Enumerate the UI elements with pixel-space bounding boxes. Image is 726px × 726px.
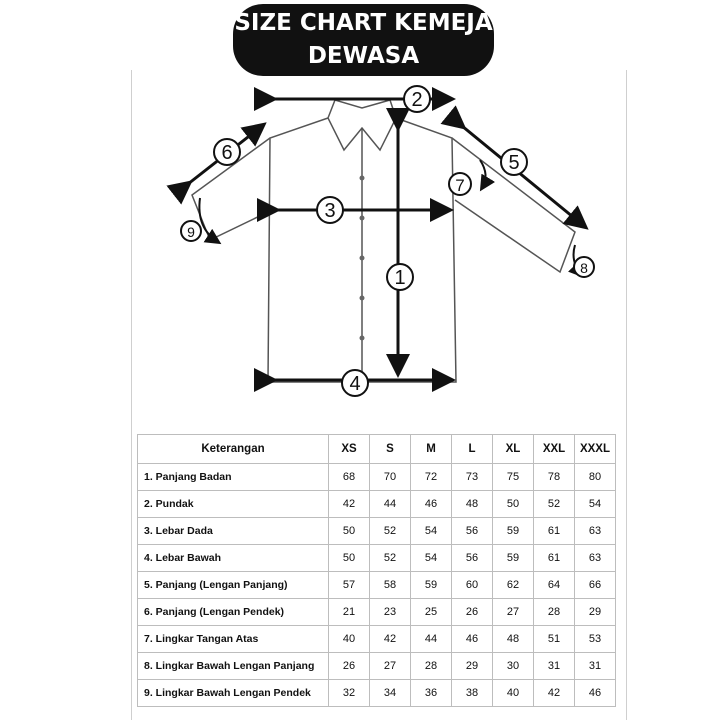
size-value-cell: 50: [493, 491, 534, 518]
header-size: L: [452, 435, 493, 464]
size-value-cell: 30: [493, 653, 534, 680]
size-value-cell: 42: [329, 491, 370, 518]
table-row: [138, 680, 616, 707]
arrow-long-sleeve: [462, 126, 584, 226]
size-value-cell: 61: [534, 518, 575, 545]
header-size: XXXL: [575, 435, 616, 464]
size-value-cell: 56: [452, 518, 493, 545]
size-value-cell: 28: [411, 653, 452, 680]
size-value-cell: 48: [493, 626, 534, 653]
size-value-cell: 38: [452, 680, 493, 707]
table-row: [138, 545, 616, 572]
row-label: 6. Panjang (Lengan Pendek): [138, 599, 329, 626]
label-5: 5: [508, 152, 520, 174]
size-value-cell: 57: [329, 572, 370, 599]
size-value-cell: 72: [411, 464, 452, 491]
header-size: M: [411, 435, 452, 464]
size-value-cell: 75: [493, 464, 534, 491]
size-table-body: [138, 464, 616, 707]
size-value-cell: 54: [411, 518, 452, 545]
label-3: 3: [324, 200, 336, 222]
size-value-cell: 44: [411, 626, 452, 653]
size-table: [137, 434, 616, 707]
size-value-cell: 31: [575, 653, 616, 680]
size-value-cell: 40: [493, 680, 534, 707]
size-value-cell: 54: [575, 491, 616, 518]
size-value-cell: 52: [370, 518, 411, 545]
size-value-cell: 63: [575, 518, 616, 545]
size-value-cell: 34: [370, 680, 411, 707]
size-table-header: [138, 435, 616, 464]
size-value-cell: 44: [370, 491, 411, 518]
size-value-cell: 46: [575, 680, 616, 707]
row-label: 8. Lingkar Bawah Lengan Panjang: [138, 653, 329, 680]
size-value-cell: 26: [452, 599, 493, 626]
label-4: 4: [349, 373, 361, 395]
header-size: XXL: [534, 435, 575, 464]
size-value-cell: 80: [575, 464, 616, 491]
table-row: [138, 572, 616, 599]
label-7: 7: [455, 176, 465, 195]
size-value-cell: 62: [493, 572, 534, 599]
table-row: [138, 653, 616, 680]
size-value-cell: 26: [329, 653, 370, 680]
size-value-cell: 53: [575, 626, 616, 653]
shirt-illustration: [192, 100, 575, 382]
label-6: 6: [221, 142, 233, 164]
size-value-cell: 59: [493, 518, 534, 545]
size-value-cell: 58: [370, 572, 411, 599]
size-value-cell: 42: [370, 626, 411, 653]
size-value-cell: 51: [534, 626, 575, 653]
size-value-cell: 32: [329, 680, 370, 707]
size-value-cell: 63: [575, 545, 616, 572]
size-value-cell: 48: [452, 491, 493, 518]
size-value-cell: 64: [534, 572, 575, 599]
row-label: 7. Lingkar Tangan Atas: [138, 626, 329, 653]
size-value-cell: 29: [575, 599, 616, 626]
row-label: 2. Pundak: [138, 491, 329, 518]
size-value-cell: 27: [493, 599, 534, 626]
size-value-cell: 59: [493, 545, 534, 572]
size-value-cell: 52: [534, 491, 575, 518]
size-value-cell: 66: [575, 572, 616, 599]
title-line-1: SIZE CHART KEMEJA: [234, 10, 493, 36]
size-value-cell: 46: [452, 626, 493, 653]
row-label: 3. Lebar Dada: [138, 518, 329, 545]
size-value-cell: 42: [534, 680, 575, 707]
size-value-cell: 36: [411, 680, 452, 707]
size-value-cell: 56: [452, 545, 493, 572]
size-value-cell: 25: [411, 599, 452, 626]
size-value-cell: 28: [534, 599, 575, 626]
row-label: 4. Lebar Bawah: [138, 545, 329, 572]
size-value-cell: 73: [452, 464, 493, 491]
size-value-cell: 31: [534, 653, 575, 680]
header-size: XL: [493, 435, 534, 464]
size-value-cell: 46: [411, 491, 452, 518]
size-value-cell: 29: [452, 653, 493, 680]
table-row: [138, 464, 616, 491]
size-value-cell: 54: [411, 545, 452, 572]
row-label: 5. Panjang (Lengan Panjang): [138, 572, 329, 599]
title-line-2: DEWASA: [307, 43, 420, 69]
size-value-cell: 27: [370, 653, 411, 680]
size-value-cell: 61: [534, 545, 575, 572]
size-value-cell: 50: [329, 518, 370, 545]
table-row: [138, 491, 616, 518]
row-label: 9. Lingkar Bawah Lengan Pendek: [138, 680, 329, 707]
label-2: 2: [411, 89, 423, 111]
size-value-cell: 70: [370, 464, 411, 491]
table-row: [138, 518, 616, 545]
header-size: XS: [329, 435, 370, 464]
size-value-cell: 52: [370, 545, 411, 572]
header-size: S: [370, 435, 411, 464]
size-value-cell: 40: [329, 626, 370, 653]
size-value-cell: 21: [329, 599, 370, 626]
size-value-cell: 78: [534, 464, 575, 491]
label-8: 8: [580, 260, 588, 276]
table-row: [138, 626, 616, 653]
size-value-cell: 23: [370, 599, 411, 626]
row-label: 1. Panjang Badan: [138, 464, 329, 491]
arrow-upper-arm: [480, 160, 486, 188]
table-row: [138, 599, 616, 626]
size-value-cell: 68: [329, 464, 370, 491]
size-value-cell: 50: [329, 545, 370, 572]
label-1: 1: [394, 267, 406, 289]
size-value-cell: 59: [411, 572, 452, 599]
header-keterangan: Keterangan: [138, 435, 329, 464]
size-value-cell: 60: [452, 572, 493, 599]
label-9: 9: [187, 224, 195, 240]
